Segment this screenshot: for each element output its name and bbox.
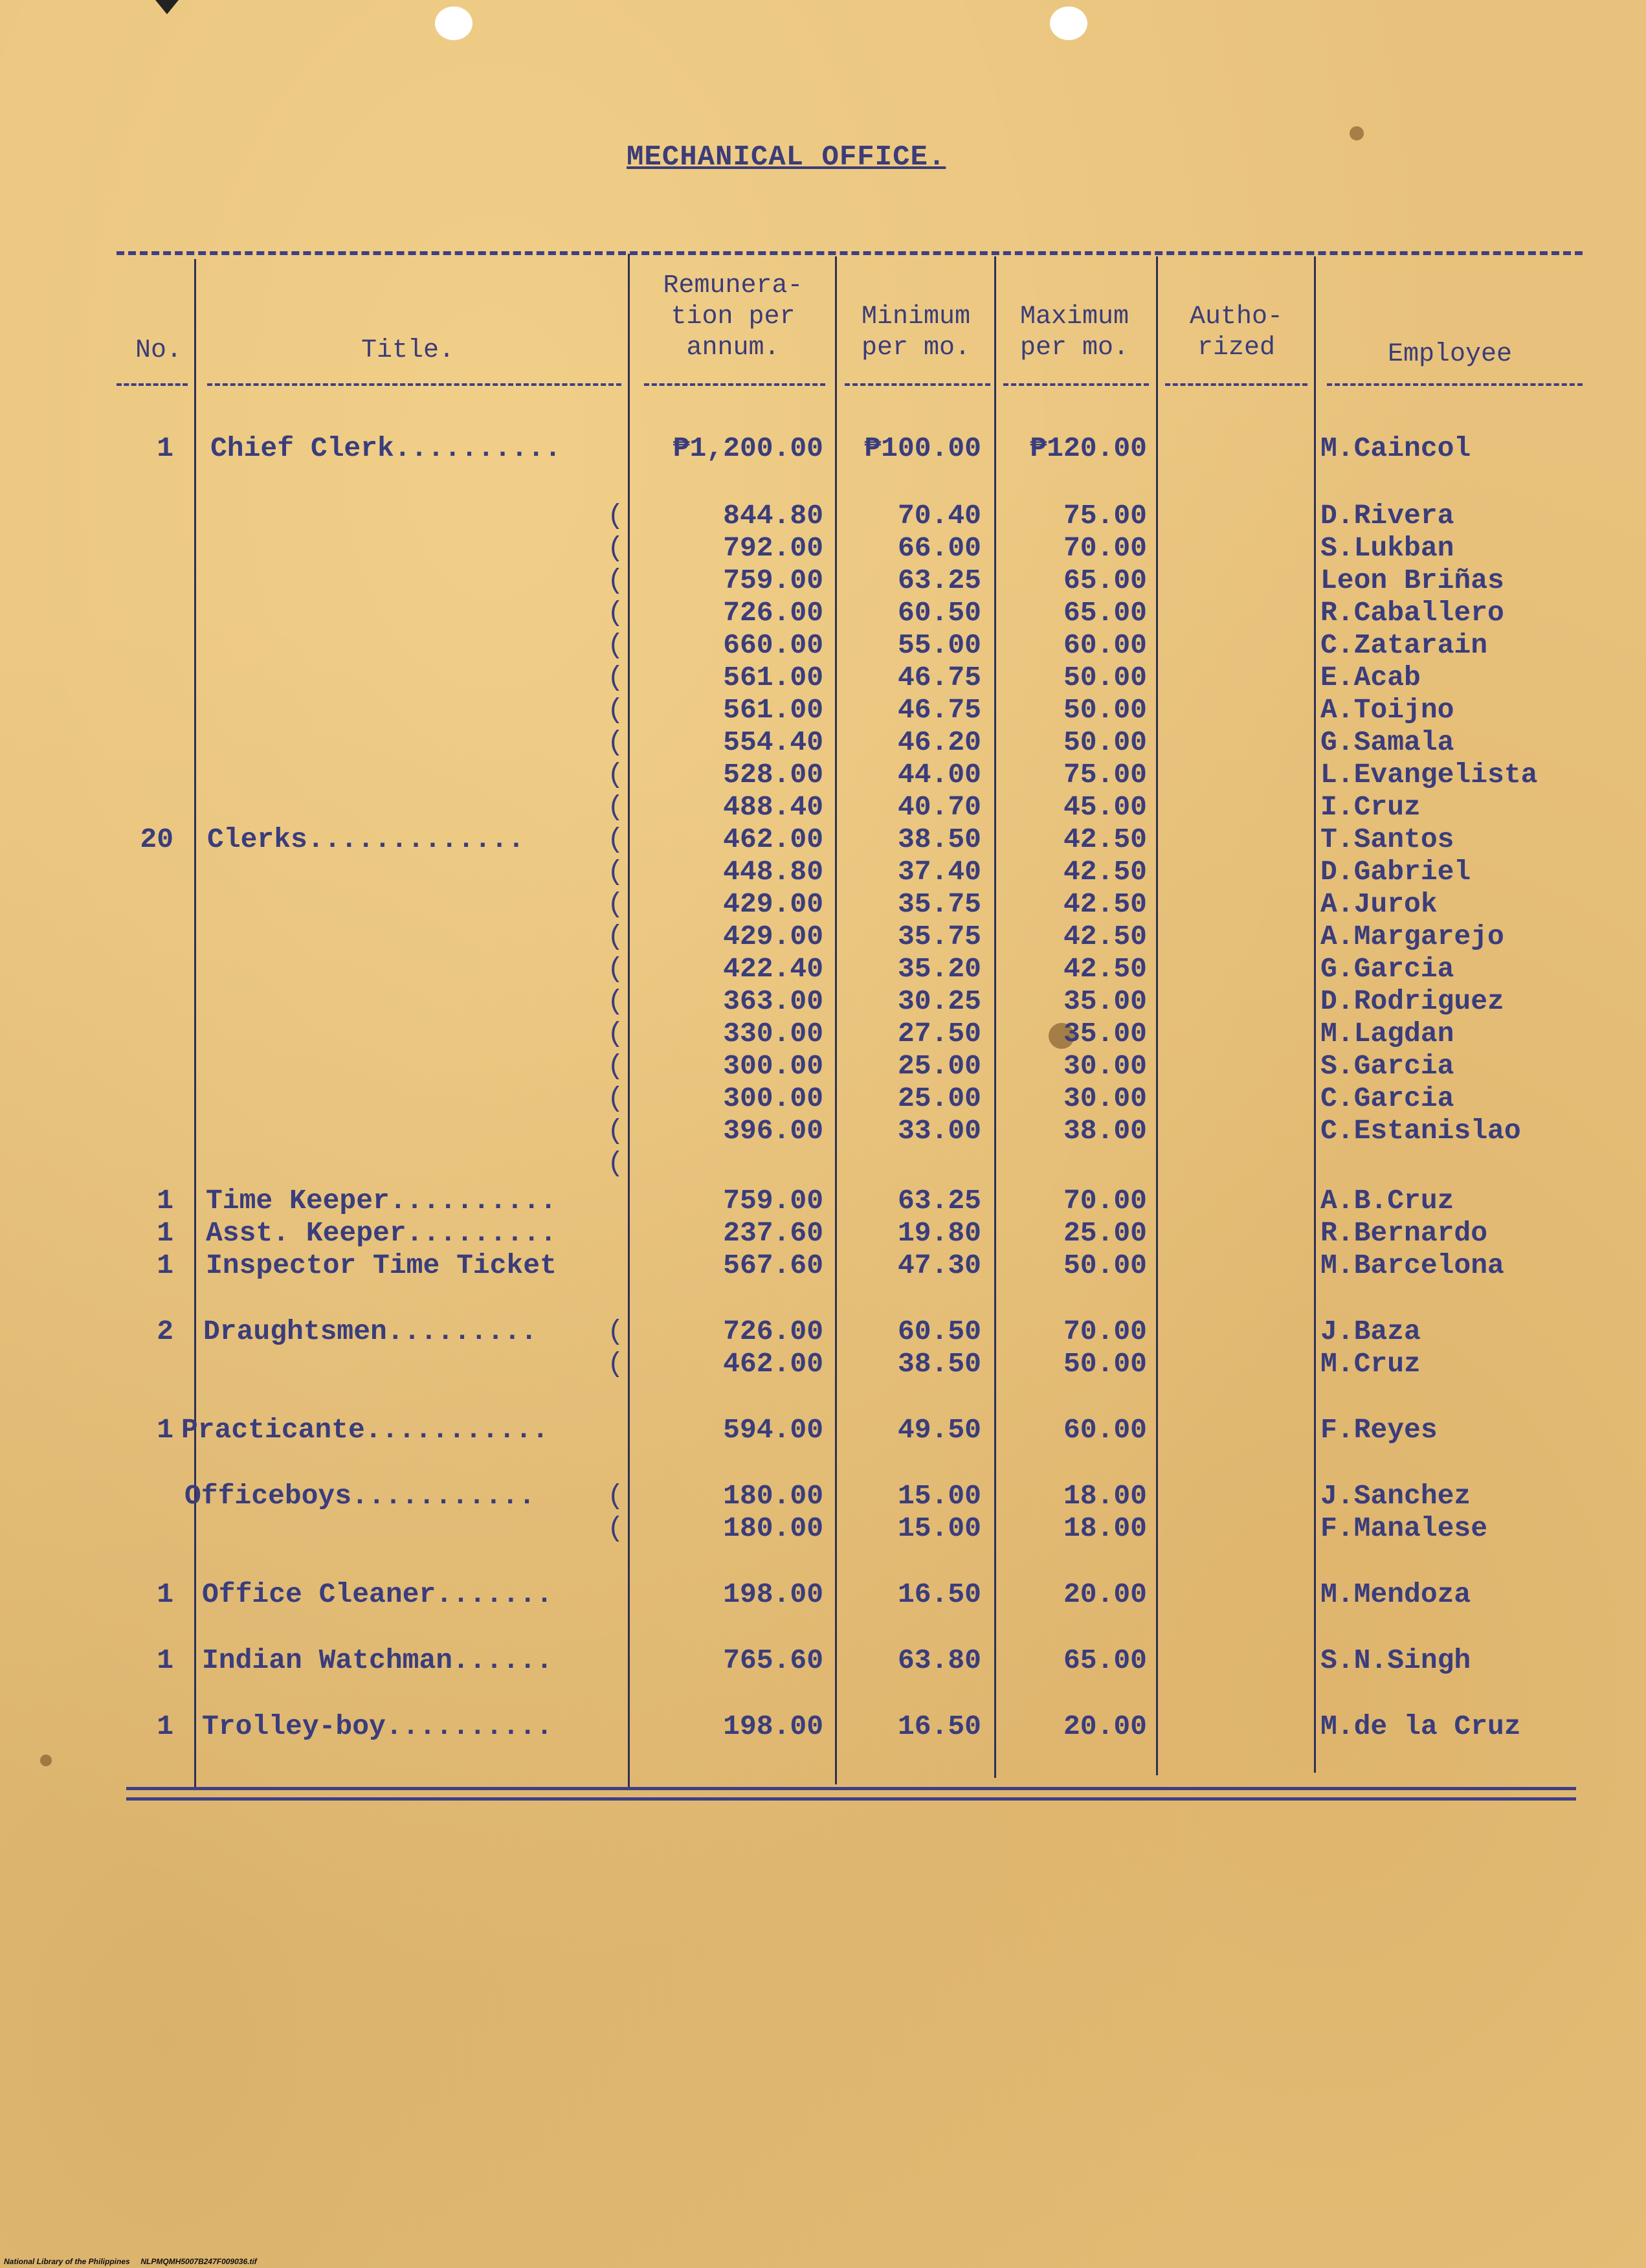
header-underline: [1165, 383, 1307, 386]
row-maximum: 50.00: [1063, 726, 1147, 758]
row-title: Trolley-boy..........: [202, 1711, 553, 1742]
row-annum: 300.00: [723, 1083, 823, 1114]
row-annum: 180.00: [723, 1480, 823, 1512]
row-maximum: 35.00: [1063, 1018, 1147, 1050]
row-employee: S.Lukban: [1320, 532, 1454, 564]
row-employee: D.Rodriguez: [1320, 985, 1504, 1017]
row-maximum: 18.00: [1063, 1512, 1147, 1544]
row-employee: D.Rivera: [1320, 500, 1454, 532]
row-employee: S.Garcia: [1320, 1050, 1454, 1082]
punch-hole-left: [435, 6, 473, 40]
row-annum: 488.40: [723, 791, 823, 823]
bracket-mark: (: [607, 985, 624, 1017]
row-employee: T.Santos: [1320, 824, 1454, 855]
bracket-mark: (: [607, 953, 624, 985]
row-employee: M.Caincol: [1320, 432, 1471, 464]
row-minimum: 70.40: [897, 500, 981, 532]
row-no: 1: [157, 1414, 173, 1446]
bracket-mark: (: [607, 888, 624, 920]
row-annum: 198.00: [723, 1711, 823, 1742]
header-underline: [117, 383, 188, 386]
bracket-mark: (: [607, 500, 624, 532]
row-maximum: 75.00: [1063, 500, 1147, 532]
row-employee: M.de la Cruz: [1320, 1711, 1521, 1742]
ink-blot: [1350, 126, 1364, 140]
row-employee: C.Zatarain: [1320, 629, 1488, 661]
row-maximum: 50.00: [1063, 1348, 1147, 1380]
row-minimum: 60.50: [897, 597, 981, 629]
row-maximum: 38.00: [1063, 1115, 1147, 1147]
bracket-mark: (: [607, 856, 624, 888]
row-maximum: 42.50: [1063, 824, 1147, 855]
bracket-mark: (: [607, 662, 624, 693]
row-minimum: 63.25: [897, 1185, 981, 1217]
row-maximum: 70.00: [1063, 532, 1147, 564]
row-minimum: 30.25: [897, 985, 981, 1017]
row-maximum: 50.00: [1063, 694, 1147, 726]
row-minimum: 38.50: [897, 824, 981, 855]
row-minimum: 15.00: [897, 1480, 981, 1512]
row-employee: L.Evangelista: [1320, 759, 1538, 791]
bottom-rule: [126, 1797, 1576, 1801]
row-maximum: 42.50: [1063, 888, 1147, 920]
row-employee: I.Cruz: [1320, 791, 1421, 823]
row-minimum: 40.70: [897, 791, 981, 823]
bracket-mark: (: [607, 565, 624, 596]
row-maximum: 42.50: [1063, 856, 1147, 888]
bracket-mark: (: [607, 921, 624, 952]
row-minimum: 16.50: [897, 1711, 981, 1742]
row-title: Practicante...........: [181, 1414, 549, 1446]
row-minimum: 49.50: [897, 1414, 981, 1446]
row-annum: 429.00: [723, 921, 823, 952]
row-employee: J.Sanchez: [1320, 1480, 1471, 1512]
row-annum: 429.00: [723, 888, 823, 920]
header-underline: [1327, 383, 1583, 386]
row-title: Officeboys...........: [184, 1480, 535, 1512]
header-minimum: Minimum per mo.: [861, 302, 971, 363]
row-employee: G.Garcia: [1320, 953, 1454, 985]
bracket-mark: (: [607, 694, 624, 726]
row-minimum: 15.00: [897, 1512, 981, 1544]
row-annum: 198.00: [723, 1578, 823, 1610]
row-maximum: 20.00: [1063, 1578, 1147, 1610]
bracket-mark: (: [607, 791, 624, 823]
bracket-mark: (: [607, 1348, 624, 1380]
header-remuneration: Remunera- tion per annum.: [663, 271, 803, 363]
row-minimum: 35.20: [897, 953, 981, 985]
punch-hole-right: [1050, 6, 1087, 40]
row-employee: A.B.Cruz: [1320, 1185, 1454, 1217]
row-title: Clerks.............: [207, 824, 525, 855]
row-employee: Leon Briñas: [1320, 565, 1504, 596]
row-annum: 759.00: [723, 565, 823, 596]
row-annum: ₱1,200.00: [673, 432, 823, 464]
column-rule: [194, 259, 196, 1787]
row-minimum: 27.50: [897, 1018, 981, 1050]
row-title: Draughtsmen.........: [203, 1316, 538, 1347]
header-no: No.: [135, 336, 182, 365]
header-authorized: Autho- rized: [1189, 302, 1284, 363]
column-rule: [1314, 256, 1316, 1773]
bracket-mark: (: [607, 597, 624, 629]
row-annum: 330.00: [723, 1018, 823, 1050]
row-annum: 462.00: [723, 1348, 823, 1380]
row-minimum: 16.50: [897, 1578, 981, 1610]
row-no: 20: [140, 824, 173, 855]
row-annum: 726.00: [723, 597, 823, 629]
row-minimum: ₱100.00: [864, 432, 981, 464]
row-maximum: 50.00: [1063, 662, 1147, 693]
row-annum: 759.00: [723, 1185, 823, 1217]
row-minimum: 35.75: [897, 888, 981, 920]
row-maximum: 65.00: [1063, 597, 1147, 629]
header-maximum: Maximum per mo.: [1019, 302, 1129, 363]
bracket-mark: (: [607, 1115, 624, 1147]
row-annum: 237.60: [723, 1217, 823, 1249]
row-annum: 765.60: [723, 1645, 823, 1676]
row-minimum: 66.00: [897, 532, 981, 564]
row-employee: M.Cruz: [1320, 1348, 1421, 1380]
header-employee: Employee: [1387, 340, 1513, 369]
row-employee: M.Barcelona: [1320, 1250, 1504, 1281]
row-maximum: 18.00: [1063, 1480, 1147, 1512]
bracket-mark: (: [607, 1480, 624, 1512]
row-minimum: 25.00: [897, 1083, 981, 1114]
row-employee: D.Gabriel: [1320, 856, 1471, 888]
row-no: 1: [157, 1711, 173, 1742]
bracket-mark: (: [607, 1050, 624, 1082]
row-annum: 567.60: [723, 1250, 823, 1281]
row-minimum: 63.80: [897, 1645, 981, 1676]
row-annum: 660.00: [723, 629, 823, 661]
row-minimum: 38.50: [897, 1348, 981, 1380]
bracket-mark: (: [607, 1316, 624, 1347]
ink-blot: [40, 1755, 52, 1766]
row-maximum: 70.00: [1063, 1316, 1147, 1347]
row-annum: 462.00: [723, 824, 823, 855]
row-employee: A.Toijno: [1320, 694, 1454, 726]
row-maximum: 50.00: [1063, 1250, 1147, 1281]
torn-corner: [155, 0, 179, 14]
row-maximum: 42.50: [1063, 953, 1147, 985]
row-minimum: 60.50: [897, 1316, 981, 1347]
bracket-mark: (: [607, 532, 624, 564]
row-annum: 363.00: [723, 985, 823, 1017]
row-maximum: 42.50: [1063, 921, 1147, 952]
row-minimum: 63.25: [897, 565, 981, 596]
row-title: Office Cleaner.......: [202, 1578, 553, 1610]
row-minimum: 19.80: [897, 1217, 981, 1249]
row-minimum: 46.75: [897, 694, 981, 726]
row-annum: 448.80: [723, 856, 823, 888]
row-maximum: 45.00: [1063, 791, 1147, 823]
row-employee: G.Samala: [1320, 726, 1454, 758]
row-no: 1: [157, 1250, 173, 1281]
column-rule: [994, 256, 996, 1778]
row-maximum: 20.00: [1063, 1711, 1147, 1742]
row-minimum: 33.00: [897, 1115, 981, 1147]
row-annum: 844.80: [723, 500, 823, 532]
row-annum: 422.40: [723, 953, 823, 985]
row-minimum: 25.00: [897, 1050, 981, 1082]
row-minimum: 46.20: [897, 726, 981, 758]
archive-footer: National Library of the Philippines NLPMQMH5007B247F009036.tif: [4, 2257, 257, 2266]
row-employee: R.Caballero: [1320, 597, 1504, 629]
row-employee: C.Estanislao: [1320, 1115, 1521, 1147]
row-employee: A.Margarejo: [1320, 921, 1504, 952]
row-employee: E.Acab: [1320, 662, 1421, 693]
header-underline: [845, 383, 990, 386]
row-maximum: 30.00: [1063, 1050, 1147, 1082]
bracket-mark: (: [607, 1083, 624, 1114]
top-rule: [117, 251, 1583, 255]
row-maximum: 70.00: [1063, 1185, 1147, 1217]
row-employee: M.Lagdan: [1320, 1018, 1454, 1050]
row-title: Inspector Time Ticket: [206, 1250, 557, 1281]
row-annum: 180.00: [723, 1512, 823, 1544]
row-no: 2: [157, 1316, 173, 1347]
row-employee: M.Mendoza: [1320, 1578, 1471, 1610]
row-maximum: 65.00: [1063, 1645, 1147, 1676]
row-annum: 792.00: [723, 532, 823, 564]
row-minimum: 35.75: [897, 921, 981, 952]
row-minimum: 46.75: [897, 662, 981, 693]
row-annum: 528.00: [723, 759, 823, 791]
row-no: 1: [157, 1645, 173, 1676]
row-maximum: 65.00: [1063, 565, 1147, 596]
row-annum: 396.00: [723, 1115, 823, 1147]
row-no: 1: [157, 1578, 173, 1610]
row-maximum: 60.00: [1063, 1414, 1147, 1446]
row-no: 1: [157, 1217, 173, 1249]
row-maximum: 60.00: [1063, 629, 1147, 661]
header-title: Title.: [361, 336, 455, 365]
row-annum: 554.40: [723, 726, 823, 758]
row-minimum: 55.00: [897, 629, 981, 661]
row-title: Indian Watchman......: [202, 1645, 553, 1676]
header-underline: [644, 383, 825, 386]
row-annum: 594.00: [723, 1414, 823, 1446]
row-annum: 561.00: [723, 694, 823, 726]
bracket-mark: (: [607, 1018, 624, 1050]
bracket-mark: (: [607, 1147, 624, 1179]
row-maximum: ₱120.00: [1030, 432, 1147, 464]
row-annum: 561.00: [723, 662, 823, 693]
bracket-mark: (: [607, 1512, 624, 1544]
row-no: 1: [157, 1185, 173, 1217]
row-maximum: 25.00: [1063, 1217, 1147, 1249]
header-underline: [207, 383, 621, 386]
row-employee: F.Reyes: [1320, 1414, 1438, 1446]
bracket-mark: (: [607, 759, 624, 791]
bottom-rule: [126, 1787, 1576, 1790]
row-maximum: 30.00: [1063, 1083, 1147, 1114]
row-employee: J.Baza: [1320, 1316, 1421, 1347]
header-underline: [1003, 383, 1149, 386]
bracket-mark: (: [607, 629, 624, 661]
bracket-mark: (: [607, 726, 624, 758]
row-minimum: 47.30: [897, 1250, 981, 1281]
row-no: 1: [157, 432, 173, 464]
page-title: MECHANICAL OFFICE.: [627, 141, 946, 174]
row-minimum: 37.40: [897, 856, 981, 888]
row-employee: F.Manalese: [1320, 1512, 1488, 1544]
row-title: Time Keeper..........: [206, 1185, 557, 1217]
row-annum: 726.00: [723, 1316, 823, 1347]
row-employee: R.Bernardo: [1320, 1217, 1488, 1249]
row-maximum: 35.00: [1063, 985, 1147, 1017]
row-employee: S.N.Singh: [1320, 1645, 1471, 1676]
row-minimum: 44.00: [897, 759, 981, 791]
row-annum: 300.00: [723, 1050, 823, 1082]
column-rule: [1156, 256, 1158, 1775]
row-title: Asst. Keeper.........: [206, 1217, 557, 1249]
row-maximum: 75.00: [1063, 759, 1147, 791]
row-employee: A.Jurok: [1320, 888, 1438, 920]
row-title: Chief Clerk..........: [210, 432, 561, 464]
bracket-mark: (: [607, 824, 624, 855]
row-employee: C.Garcia: [1320, 1083, 1454, 1114]
